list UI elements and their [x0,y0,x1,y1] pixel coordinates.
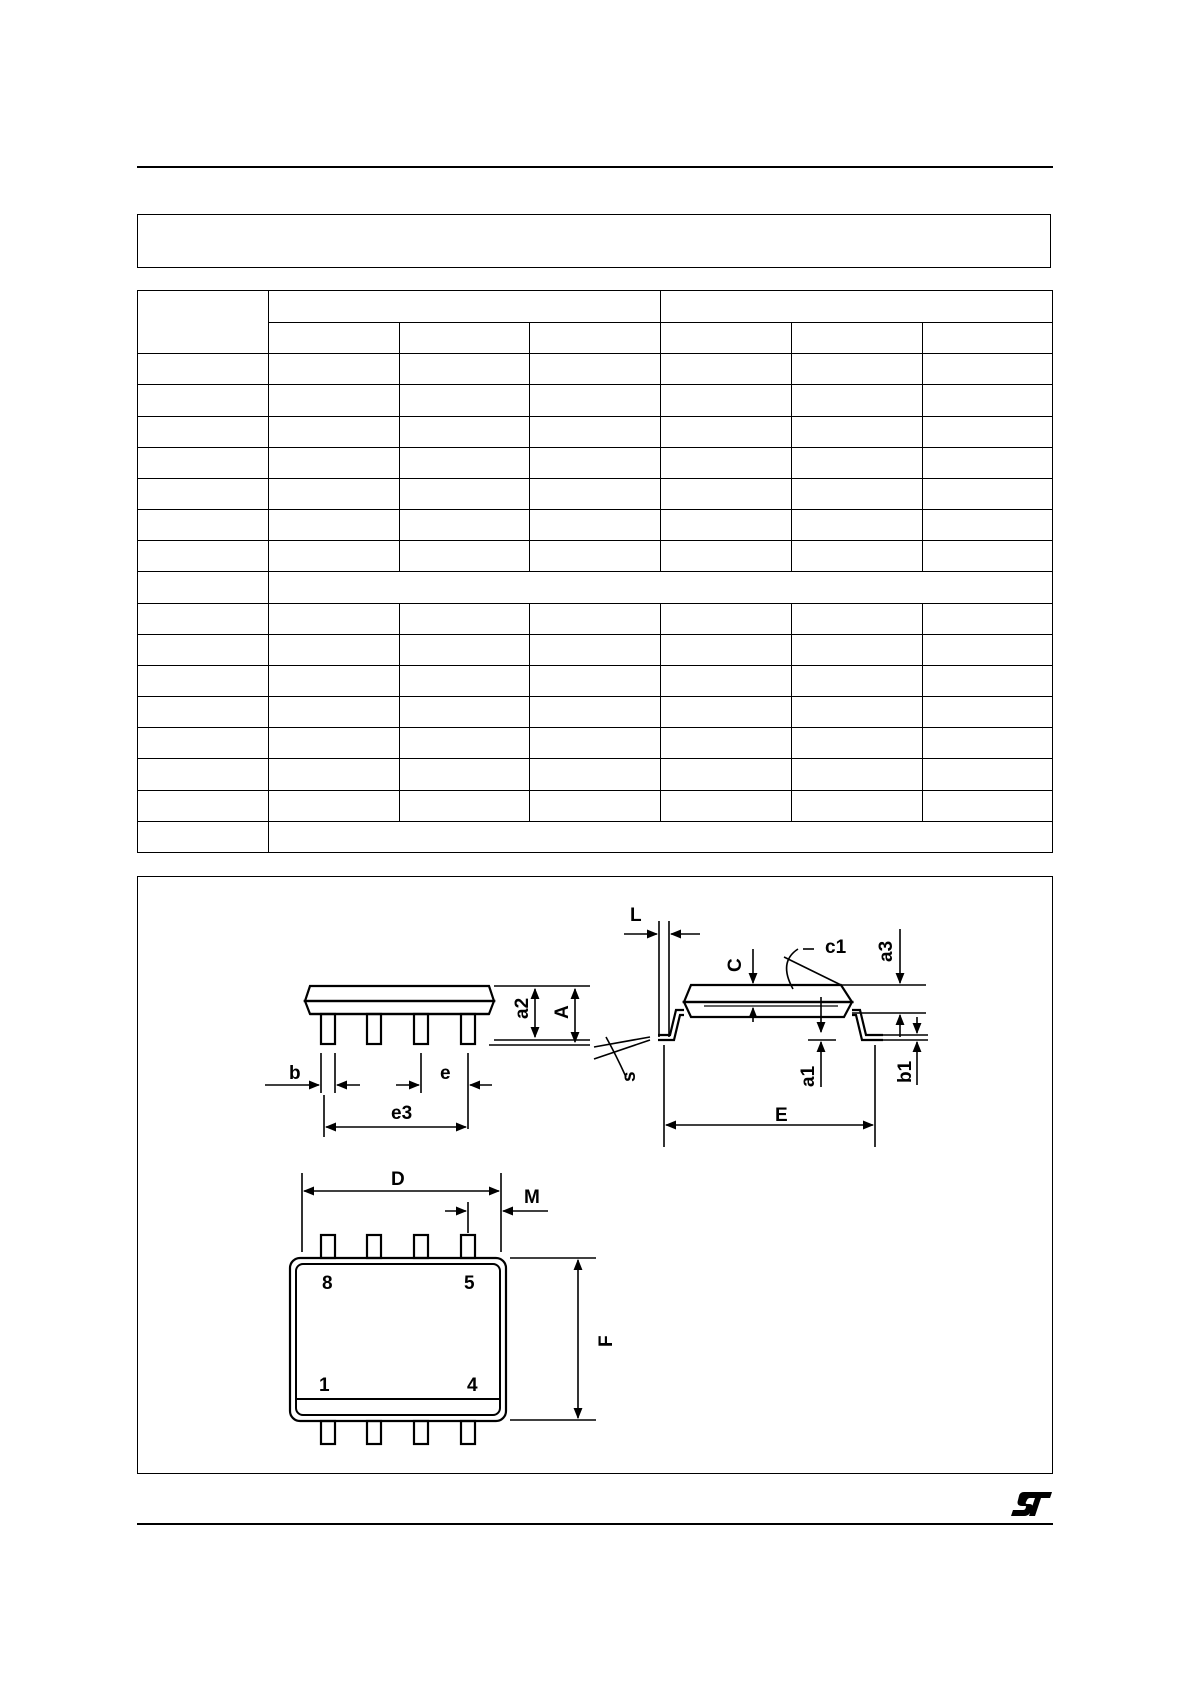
table-cell [399,510,529,541]
table-cell [138,790,269,821]
table-cell [922,634,1052,665]
st-logo-icon [1010,1490,1054,1518]
table-cell [529,510,660,541]
table-cell [792,790,922,821]
label-D: D [391,1169,405,1190]
table-row [138,541,1053,572]
front-view [265,986,590,1137]
table-cell [399,385,529,416]
table-cell [922,541,1052,572]
table-cell [922,697,1052,728]
table-cell [792,634,922,665]
table-cell [529,634,660,665]
table-cell [399,603,529,634]
mechanical-dimensions-table [137,290,1053,853]
header-rule [137,166,1053,168]
table-cell [138,697,269,728]
table-cell [529,354,660,385]
table-cell [269,354,399,385]
label-C: C [725,958,746,972]
label-L: L [630,905,642,926]
table-row-merged [138,821,1053,852]
table-row [138,697,1053,728]
table-cell [922,510,1052,541]
table-cell [792,541,922,572]
header-cell [269,323,399,354]
table-cell [661,697,792,728]
table-cell [922,759,1052,790]
pin-label-4: 4 [467,1375,478,1396]
table-cell [399,354,529,385]
table-cell [399,665,529,696]
table-row [138,665,1053,696]
table-cell [661,728,792,759]
table-subheader-row [138,323,1053,354]
table-cell [661,447,792,478]
table-cell [661,759,792,790]
table-cell [269,572,1053,603]
table-cell [792,759,922,790]
table-cell [399,416,529,447]
table-row [138,603,1053,634]
table-cell [661,478,792,509]
label-s: s [619,1071,640,1082]
table-cell [529,478,660,509]
table-cell [529,385,660,416]
table-cell [922,603,1052,634]
table-cell [138,634,269,665]
table-cell [661,354,792,385]
table-cell [138,603,269,634]
table-cell [269,541,399,572]
table-cell [138,416,269,447]
table-row [138,354,1053,385]
table-cell [529,541,660,572]
table-cell [529,447,660,478]
header-cell [399,323,529,354]
dimension-labels [289,905,916,1396]
table-cell [529,603,660,634]
table-cell [138,354,269,385]
table-cell [269,697,399,728]
table-cell [661,603,792,634]
table-row [138,634,1053,665]
table-cell [399,634,529,665]
table-cell [792,478,922,509]
table-cell [399,541,529,572]
header-cell [138,291,269,354]
top-view [290,1173,596,1444]
footer-rule [137,1523,1053,1525]
table-cell [529,697,660,728]
label-e: e [440,1063,451,1084]
table-cell [792,447,922,478]
table-cell [399,478,529,509]
table-cell [661,510,792,541]
label-c1: c1 [825,937,847,958]
table-row [138,416,1053,447]
table-row [138,510,1053,541]
table-row [138,447,1053,478]
package-drawing-svg [138,877,1054,1475]
label-M: M [524,1187,540,1208]
header-group-cell [661,291,1053,323]
table-cell [269,790,399,821]
label-F: F [596,1335,617,1347]
table-row [138,728,1053,759]
table-cell [792,385,922,416]
package-outline-drawing [137,876,1053,1474]
table-cell [138,759,269,790]
table-cell [399,447,529,478]
table-cell [269,416,399,447]
table-cell [399,728,529,759]
table-cell [138,510,269,541]
table-cell [269,665,399,696]
table-cell [138,821,269,852]
table-cell [792,665,922,696]
table-cell [922,665,1052,696]
table-cell [529,759,660,790]
label-A: A [552,1005,573,1019]
package-title-box [137,214,1051,268]
table-cell [792,354,922,385]
table-cell [269,728,399,759]
table-cell [529,790,660,821]
pin-label-1: 1 [319,1375,330,1396]
table-cell [269,759,399,790]
table-cell [661,541,792,572]
table-cell [269,821,1053,852]
table-cell [661,665,792,696]
label-a3: a3 [876,940,897,962]
table-cell [269,385,399,416]
table-cell [922,790,1052,821]
table-cell [792,510,922,541]
table-cell [138,478,269,509]
table-cell [922,478,1052,509]
label-E: E [775,1105,788,1126]
header-cell [922,323,1052,354]
table-cell [269,478,399,509]
header-group-cell [269,291,661,323]
table-cell [399,697,529,728]
pin-label-8: 8 [322,1273,333,1294]
table-cell [529,665,660,696]
label-a2: a2 [512,997,533,1019]
table-cell [138,385,269,416]
table-cell [138,728,269,759]
table-row-merged [138,572,1053,603]
label-a1: a1 [798,1065,819,1087]
table-cell [792,416,922,447]
table-cell [661,385,792,416]
table-cell [922,416,1052,447]
table-cell [138,447,269,478]
table-cell [269,447,399,478]
table-header-row [138,291,1053,323]
table-cell [269,603,399,634]
table-cell [399,759,529,790]
table-cell [661,416,792,447]
header-cell [792,323,922,354]
label-e3: e3 [391,1103,413,1124]
label-b1: b1 [895,1060,916,1083]
label-b: b [289,1063,301,1084]
table-row [138,385,1053,416]
table-cell [661,790,792,821]
table-row [138,478,1053,509]
table-cell [792,603,922,634]
table-cell [661,634,792,665]
table-cell [922,447,1052,478]
table-cell [792,728,922,759]
table-cell [922,354,1052,385]
table-cell [529,728,660,759]
table-cell [138,665,269,696]
table-cell [529,416,660,447]
table-cell [269,510,399,541]
table-cell [269,634,399,665]
header-cell [529,323,660,354]
table-cell [922,385,1052,416]
table-cell [792,697,922,728]
table-cell [138,541,269,572]
pin-label-5: 5 [464,1273,475,1294]
header-cell [661,323,792,354]
table-row [138,759,1053,790]
table-cell [399,790,529,821]
table-cell [138,572,269,603]
table-cell [922,728,1052,759]
table-row [138,790,1053,821]
